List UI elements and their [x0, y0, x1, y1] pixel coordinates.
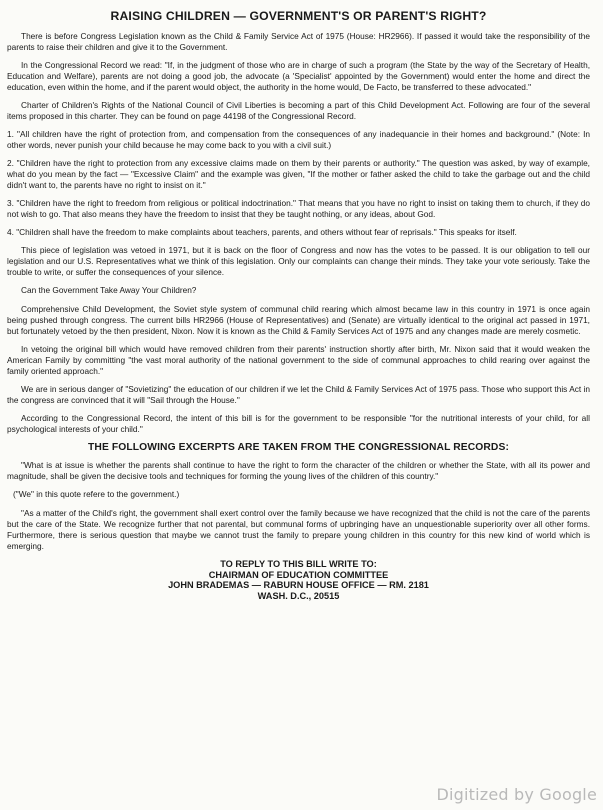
nixon-veto-paragraph: In vetoing the original bill which would have removed children from their parents' instruction shortly after birth, Mr. Nixon said that it would weaken the American Family by committing "the vast moral authority of the national government to the side of communal approaches to child rearing over against the family oriented approach." — [7, 344, 590, 376]
document-title: RAISING CHILDREN — GOVERNMENT'S OR PARENT'S RIGHT? — [110, 9, 487, 23]
charter-item-2: 2. "Children have the right to protection from any excessive claims made on them by their parents or authority." The question was asked, by way of example, what do you mean by the fact — "Excessive Claim" and the example was given, "If the mother or father asked the child to take the garbage out and the child didn't want to, the parents have no right to insist on it." — [7, 158, 590, 190]
excerpt-1: "What is at issue is whether the parents shall continue to have the right to form the character of the children or whether the State, with all its power and magnitude, shall be given the decisive tools and techniques for forming the young lives of the children of this country." — [7, 460, 590, 481]
intro-paragraph: There is before Congress Legislation known as the Child & Family Service Act of 1975 (House: HR2966). If passed it would take the responsibility of the parents to raise their children and give it to the Government. — [7, 31, 590, 52]
excerpt-note: ("We" in this quote refere to the government.) — [13, 489, 180, 499]
congressional-record-paragraph: In the Congressional Record we read: "If, in the judgment of those who are in charge of such a program (the State by the way of the Secretary of Health, Education and Welfare), parents are not doing a good job, the advocate (a 'Specialist' appointed by the Government) would enter the home and direct the education, even within the home, and if the parent would object, the authority in the home would, De Facto, be transferred to these advocated." — [7, 60, 590, 92]
excerpt-2: "As a matter of the Child's right, the government shall exert control over the family because we have recognized that the child is not the care of the parents but the care of the State. We recognize further that not parental, but communal forms of upbringing have an unquestionable superiority over all other forms. Furthermore, there is serious question that maybe we cannot trust the family to prepare young children in this country for this new kind of world which is emerging. — [7, 508, 590, 551]
charter-paragraph: Charter of Children's Rights of the National Council of Civil Liberties is becoming a part of this Child Development Act. Following are four of the several items proposed in this charter. They can be found on page 44198 of the Congressional Record. — [7, 100, 590, 121]
charter-item-3: 3. "Children have the right to freedom from religious or political indoctrination." That means that you have no right to insist on taking them to church, if they do not wish to go. That also means they have the freedom to insist that they be taught nothing, or any ideas, about God. — [7, 198, 590, 219]
subheading: Can the Government Take Away Your Children? — [21, 285, 197, 295]
reply-line-3: JOHN BRADEMAS — RABURN HOUSE OFFICE — RM. 2181 — [168, 580, 429, 591]
sovietizing-paragraph: We are in serious danger of "Sovietizing" the education of our children if we let the Child & Family Services Act of 1975 pass. Those who support this Act in the congress are convinced that it will "Sail through the House." — [7, 384, 590, 405]
reply-line-2: CHAIRMAN OF EDUCATION COMMITTEE — [208, 569, 389, 580]
excerpts-heading: THE FOLLOWING EXCERPTS ARE TAKEN FROM THE CONGRESSIONAL RECORDS: — [88, 442, 509, 453]
document-page — [7, 9, 590, 601]
reply-line-1: TO REPLY TO THIS BILL WRITE TO: — [220, 559, 377, 569]
reply-address — [7, 559, 590, 601]
digitized-watermark: Digitized by Google — [436, 785, 597, 804]
veto-paragraph: This piece of legislation was vetoed in 1971, but it is back on the floor of Congress and now has the votes to be passed. It is our obligation to tell our legislation and our U.S. Representatives what we think of this legislation. Only our complaints can change their minds. They take your vote seriously. Take the trouble to write, or suffer the consequences of your silence. — [7, 245, 590, 277]
charter-item-1: 1. "All children have the right of protection from, and compensation from the consequences of any inadequancie in their homes and background." (Note: In other words, never punish your child because he may come back to you with a civil suit.) — [7, 129, 590, 150]
intent-paragraph: According to the Congressional Record, the intent of this bill is for the government to be responsible "for the nutritional interests of your child, for all psychological interests of your child." — [7, 413, 590, 434]
child-development-paragraph: Comprehensive Child Development, the Soviet style system of communal child rearing which almost became law in this country in 1971 is once again being pushed through congress. The current bills HR2966 (House of Representatives) and (Senate) are virtually identical to the original act passed in 1971, but fortunately vetoed by the then president, Nixon. Now it is known as the Child & Family Services Act of 1975 and any changes made are merely cosmetic. — [7, 304, 590, 336]
reply-line-4: WASH. D.C., 20515 — [257, 590, 340, 601]
charter-item-4: 4. "Children shall have the freedom to make complaints about teachers, parents, and others without fear of reprisals." This speaks for itself. — [7, 227, 517, 237]
